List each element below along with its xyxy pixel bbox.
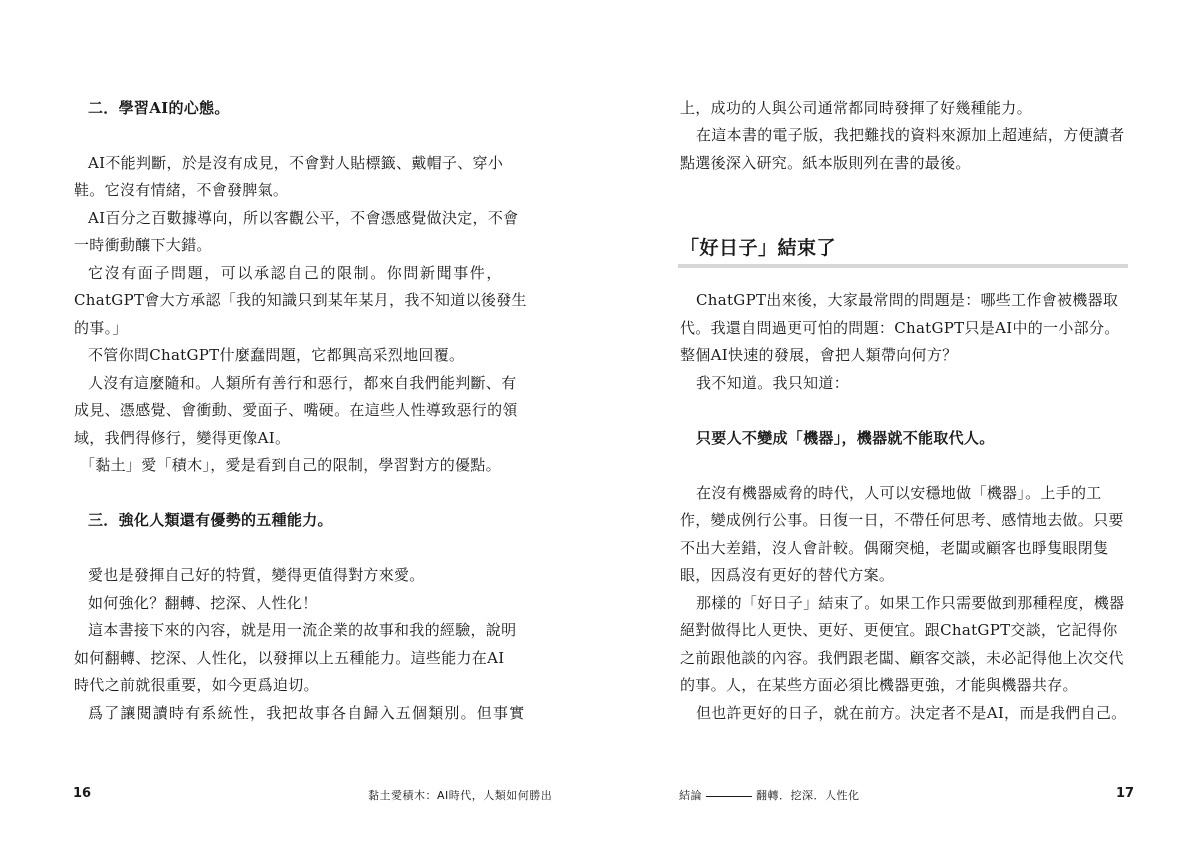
- paragraph-line: 在沒有機器威脅的時代，人可以安穩地做「機器」。上手的工: [696, 484, 1102, 502]
- paragraph-line: 整個AI快速的發展，會把人類帶向何方？: [680, 346, 958, 364]
- paragraph-line: 點選後深入研究。紙本版則列在書的最後。: [680, 154, 971, 172]
- paragraph-line: 代。我還自問過更可怕的問題：ChatGPT只是AI中的一小部分。: [680, 319, 1120, 337]
- paragraph-line: 人沒有這麼隨和。人類所有善行和惡行，都來自我們能判斷、有: [88, 374, 517, 392]
- paragraph-line: AI百分之百數據導向，所以客觀公平，不會憑感覺做決定，不會: [88, 209, 519, 227]
- paragraph-line: 它沒有面子問題，可以承認自己的限制。你問新聞事件，: [88, 264, 504, 282]
- paragraph-line: 時代之前就很重要，如今更爲迫切。: [74, 676, 319, 694]
- running-head-rule: [706, 796, 752, 797]
- paragraph-line: 但也許更好的日子，就在前方。決定者不是AI，而是我們自己。: [696, 704, 1127, 722]
- right-page: [600, 0, 1200, 851]
- running-head-chapter: 結論: [679, 789, 702, 802]
- paragraph-line: 的事。人，在某些方面必須比機器更強，才能與機器共存。: [680, 676, 1078, 694]
- paragraph-line: 一時衝動釀下大錯。: [74, 236, 212, 254]
- running-head-title: 翻轉．挖深．人性化: [756, 789, 860, 802]
- paragraph-line: 域，我們得修行，變得更像AI。: [74, 429, 291, 447]
- paragraph-line: 如何翻轉、挖深、人性化，以發揮以上五種能力。這些能力在AI: [74, 649, 505, 667]
- chapter-section-heading: 「好日子」結束了: [680, 237, 837, 259]
- paragraph-line: 那樣的「好日子」結束了。如果工作只需要做到那種程度，機器: [696, 594, 1125, 612]
- emphasis-statement: 只要人不變成「機器」，機器就不能取代人。: [696, 429, 995, 447]
- section-heading-3: 三．強化人類還有優勢的五種能力。: [88, 511, 333, 529]
- paragraph-line: 的事。」: [74, 319, 128, 337]
- paragraph-line: 愛也是發揮自己好的特質，變得更值得對方來愛。: [88, 566, 425, 584]
- running-head: 黏土愛積木：AI時代，人類如何勝出: [368, 789, 553, 802]
- paragraph-line: 成見、憑感覺、會衝動、愛面子、嘴硬。在這些人性導致惡行的領: [74, 401, 518, 419]
- page-number: 17: [1116, 786, 1135, 801]
- paragraph-line: AI不能判斷，於是沒有成見，不會對人貼標籤、戴帽子、穿小: [88, 154, 504, 172]
- heading-underline: [678, 264, 1128, 268]
- paragraph-line: 在這本書的電子版，我把難找的資料來源加上超連結，方便讀者: [696, 126, 1125, 144]
- paragraph-line: 眼，因爲沒有更好的替代方案。: [680, 566, 895, 584]
- paragraph-line: 這本書接下來的內容，就是用一流企業的故事和我的經驗，說明: [88, 621, 517, 639]
- paragraph-line: 絕對做得比人更快、更好、更便宜。跟ChatGPT交談，它記得你: [680, 621, 1118, 639]
- paragraph-line: ChatGPT會大方承認「我的知識只到某年某月，我不知道以後發生: [74, 291, 527, 309]
- section-heading-2: 二．學習AI的心態。: [88, 99, 230, 117]
- paragraph-line: 我不知道。我只知道：: [696, 374, 850, 392]
- page-number: 16: [73, 786, 92, 801]
- paragraph-line: 之前跟他談的內容。我們跟老闆、顧客交談，未必記得他上次交代: [680, 649, 1124, 667]
- paragraph-line: 鞋。它沒有情緒，不會發脾氣。: [74, 181, 289, 199]
- paragraph-line: 上，成功的人與公司通常都同時發揮了好幾種能力。: [680, 99, 1032, 117]
- paragraph-line: 「黏土」愛「積木」，愛是看到自己的限制，學習對方的優點。: [80, 456, 501, 474]
- running-head: [679, 787, 860, 803]
- paragraph-line: 爲了讓閱讀時有系統性，我把故事各自歸入五個類別。但事實: [88, 704, 526, 722]
- paragraph-line: 如何強化？翻轉、挖深、人性化！: [88, 594, 318, 612]
- paragraph-line: ChatGPT出來後，大家最常問的問題是：哪些工作會被機器取: [696, 291, 1119, 309]
- paragraph-line: 作，變成例行公事。日復一日，不帶任何思考、感情地去做。只要: [680, 511, 1124, 529]
- paragraph-line: 不管你問ChatGPT什麼蠢問題，它都興高采烈地回覆。: [88, 346, 465, 364]
- paragraph-line: 不出大差錯，沒人會計較。偶爾突槌，老闆或顧客也睜隻眼閉隻: [680, 539, 1109, 557]
